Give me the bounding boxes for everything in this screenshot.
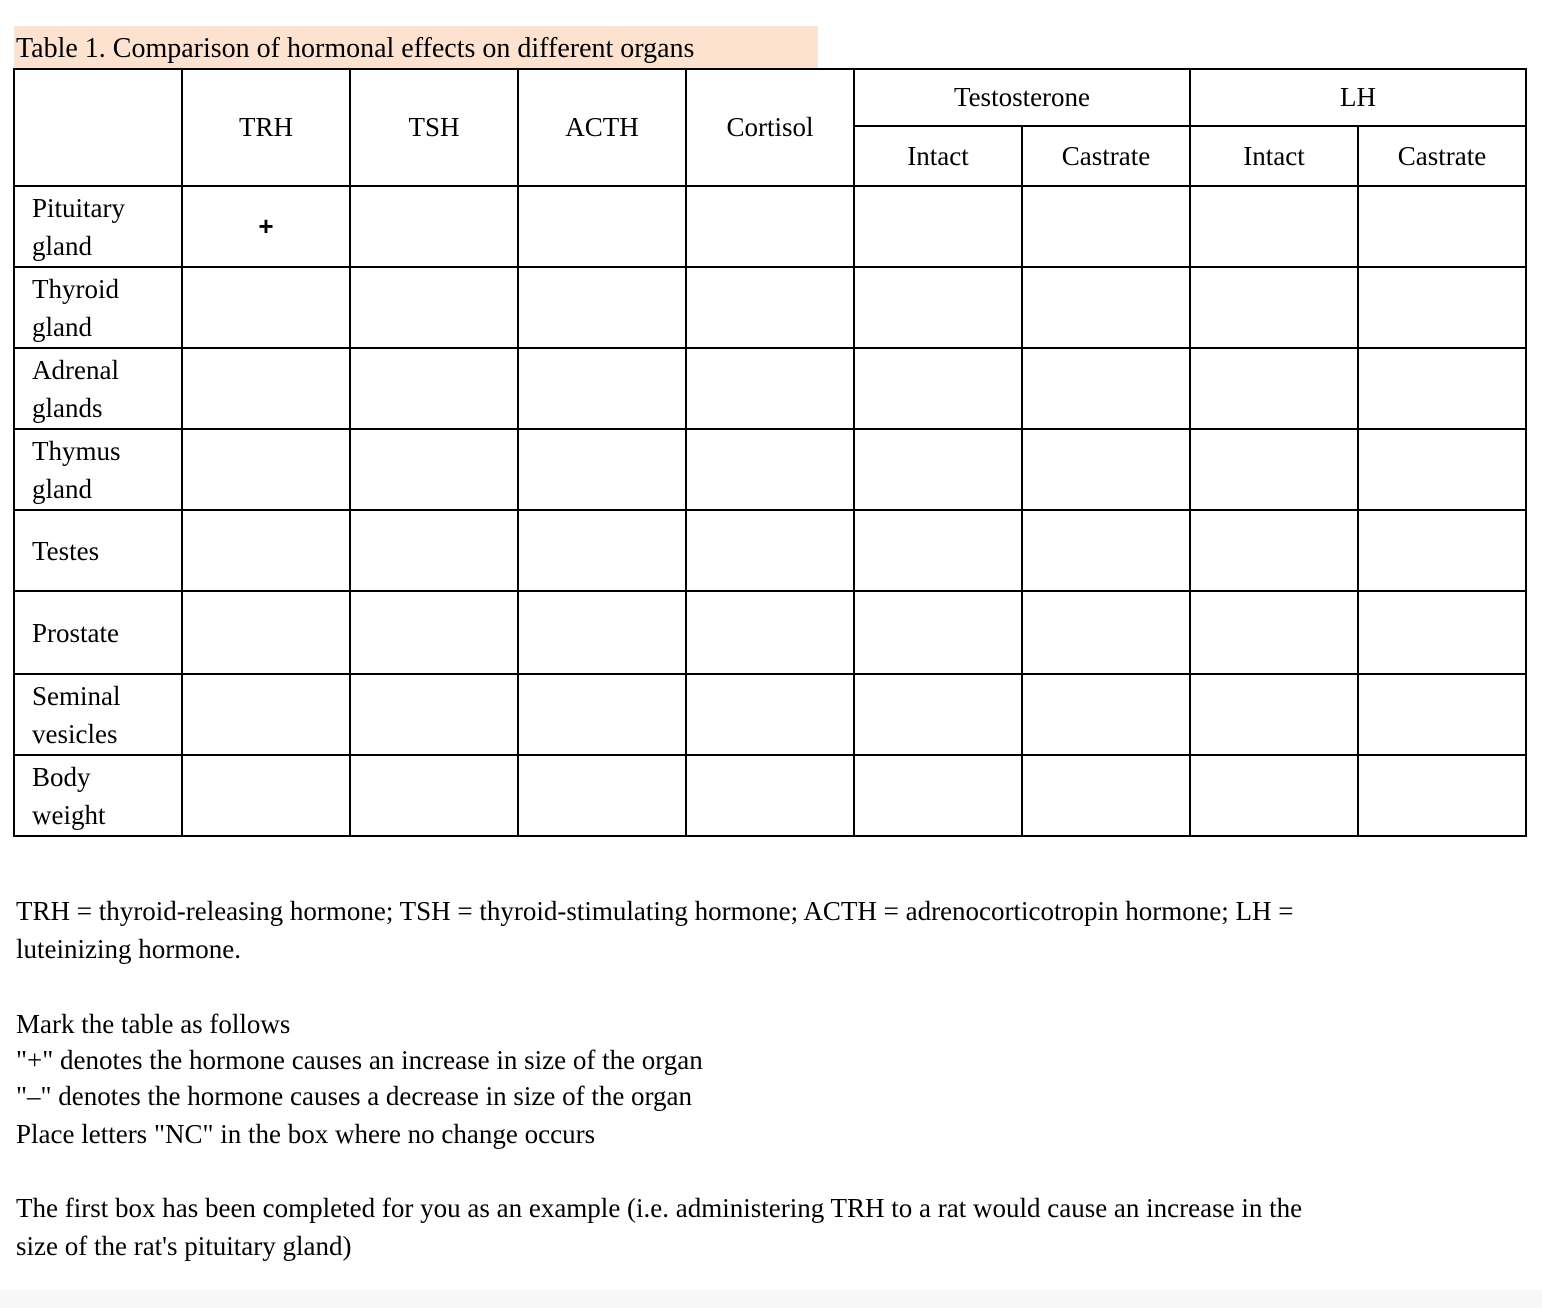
- row-header-line: Prostate: [32, 617, 119, 648]
- cell-acth[interactable]: [518, 267, 686, 348]
- cell-tsh[interactable]: [350, 186, 518, 267]
- row-header-line: Body: [32, 761, 91, 792]
- marking-instructions: [16, 1005, 1476, 1153]
- cell-lh-castrate[interactable]: [1358, 429, 1526, 510]
- cell-cortisol[interactable]: [686, 186, 854, 267]
- row-header-line: Thymus: [32, 435, 121, 466]
- cell-trh[interactable]: [182, 510, 350, 591]
- instructions-intro: Mark the table as follows: [16, 1009, 291, 1039]
- cell-lh-intact[interactable]: [1190, 755, 1358, 836]
- row-header-line: glands: [32, 392, 103, 423]
- cell-tsh[interactable]: [350, 591, 518, 674]
- cell-testosterone-intact[interactable]: [854, 429, 1022, 510]
- cell-trh[interactable]: [182, 591, 350, 674]
- cell-lh-intact[interactable]: [1190, 429, 1358, 510]
- cell-lh-castrate[interactable]: [1358, 755, 1526, 836]
- subheader-lh-intact: Intact: [1190, 126, 1358, 186]
- cell-trh[interactable]: [182, 674, 350, 755]
- cell-cortisol[interactable]: [686, 674, 854, 755]
- cell-lh-castrate[interactable]: [1358, 348, 1526, 429]
- cell-acth[interactable]: [518, 674, 686, 755]
- cell-cortisol[interactable]: [686, 510, 854, 591]
- cell-lh-castrate[interactable]: [1358, 186, 1526, 267]
- row-header-organ: [14, 755, 182, 836]
- table-row: [14, 186, 1526, 267]
- row-header-line: Testes: [32, 535, 100, 566]
- cell-cortisol[interactable]: [686, 591, 854, 674]
- row-header-organ: [14, 348, 182, 429]
- table-row: [14, 591, 1526, 674]
- column-header-tsh: TSH: [350, 69, 518, 186]
- row-header-line: vesicles: [32, 718, 118, 749]
- example-note: [16, 1189, 1476, 1265]
- cell-testosterone-castrate[interactable]: [1022, 348, 1190, 429]
- cell-lh-intact[interactable]: [1190, 186, 1358, 267]
- column-header-acth: ACTH: [518, 69, 686, 186]
- row-header-organ: [14, 429, 182, 510]
- column-header-trh: TRH: [182, 69, 350, 186]
- cell-lh-castrate[interactable]: [1358, 591, 1526, 674]
- cell-testosterone-castrate[interactable]: [1022, 510, 1190, 591]
- cell-testosterone-intact[interactable]: [854, 348, 1022, 429]
- cell-lh-intact[interactable]: [1190, 591, 1358, 674]
- cell-acth[interactable]: [518, 755, 686, 836]
- instruction-minus: "–" denotes the hormone causes a decrease in size of the organ: [16, 1081, 693, 1111]
- cell-cortisol[interactable]: [686, 348, 854, 429]
- cell-trh[interactable]: [182, 429, 350, 510]
- cell-cortisol[interactable]: [686, 755, 854, 836]
- column-group-testosterone: Testosterone: [854, 69, 1190, 126]
- cell-tsh[interactable]: [350, 267, 518, 348]
- row-header-line: Adrenal: [32, 354, 119, 385]
- cell-cortisol[interactable]: [686, 267, 854, 348]
- row-header-line: gland: [32, 230, 92, 261]
- cell-testosterone-castrate[interactable]: [1022, 267, 1190, 348]
- cell-lh-castrate[interactable]: [1358, 510, 1526, 591]
- cell-acth[interactable]: [518, 591, 686, 674]
- cell-acth[interactable]: [518, 429, 686, 510]
- cell-acth[interactable]: [518, 186, 686, 267]
- cell-testosterone-intact[interactable]: [854, 674, 1022, 755]
- row-header-line: gland: [32, 473, 92, 504]
- row-header-line: gland: [32, 311, 92, 342]
- cell-testosterone-intact[interactable]: [854, 267, 1022, 348]
- cell-testosterone-castrate[interactable]: [1022, 186, 1190, 267]
- cell-testosterone-castrate[interactable]: [1022, 591, 1190, 674]
- subheader-testosterone-intact: Intact: [854, 126, 1022, 186]
- cell-testosterone-intact[interactable]: [854, 591, 1022, 674]
- column-group-lh: LH: [1190, 69, 1526, 126]
- table-caption: Table 1. Comparison of hormonal effects on different organs: [14, 26, 818, 68]
- example-note-line: size of the rat's pituitary gland): [16, 1231, 352, 1261]
- cell-lh-castrate[interactable]: [1358, 674, 1526, 755]
- cell-cortisol[interactable]: [686, 429, 854, 510]
- cell-tsh[interactable]: [350, 429, 518, 510]
- example-note-line: The first box has been completed for you as an example (i.e. administering TRH to a rat would cause an increase in the: [16, 1193, 1303, 1223]
- table-row: [14, 674, 1526, 755]
- cell-trh[interactable]: [182, 267, 350, 348]
- row-header-organ: [14, 510, 182, 591]
- cell-lh-intact[interactable]: [1190, 510, 1358, 591]
- row-header-organ: [14, 186, 182, 267]
- table-row: [14, 267, 1526, 348]
- cell-lh-intact[interactable]: [1190, 348, 1358, 429]
- row-header-line: Seminal: [32, 680, 121, 711]
- cell-testosterone-intact[interactable]: [854, 755, 1022, 836]
- column-header-cortisol: Cortisol: [686, 69, 854, 186]
- cell-testosterone-intact[interactable]: [854, 186, 1022, 267]
- abbreviations-line: TRH = thyroid-releasing hormone; TSH = thyroid-stimulating hormone; ACTH = adrenocorticotropin hormone; LH =: [16, 896, 1294, 926]
- row-header-organ: [14, 591, 182, 674]
- cell-acth[interactable]: [518, 510, 686, 591]
- cell-tsh[interactable]: [350, 510, 518, 591]
- table-row: [14, 348, 1526, 429]
- subheader-lh-castrate: Castrate: [1358, 126, 1526, 186]
- cell-tsh[interactable]: [350, 674, 518, 755]
- cell-trh[interactable]: [182, 186, 350, 267]
- cell-lh-castrate[interactable]: [1358, 267, 1526, 348]
- cell-testosterone-intact[interactable]: [854, 510, 1022, 591]
- cell-tsh[interactable]: [350, 348, 518, 429]
- row-header-line: Thyroid: [32, 273, 119, 304]
- hormone-effects-table: [13, 68, 1527, 837]
- abbreviations-line: luteinizing hormone.: [16, 934, 241, 964]
- cell-lh-intact[interactable]: [1190, 674, 1358, 755]
- cell-trh[interactable]: [182, 755, 350, 836]
- corner-header-cell: [14, 69, 182, 186]
- cell-mark: +: [258, 211, 274, 241]
- cell-trh[interactable]: [182, 348, 350, 429]
- instruction-plus: "+" denotes the hormone causes an increase in size of the organ: [16, 1045, 703, 1075]
- row-header-line: weight: [32, 799, 106, 830]
- cell-tsh[interactable]: [350, 755, 518, 836]
- cell-acth[interactable]: [518, 348, 686, 429]
- cell-lh-intact[interactable]: [1190, 267, 1358, 348]
- cell-testosterone-castrate[interactable]: [1022, 429, 1190, 510]
- table-row: [14, 429, 1526, 510]
- subheader-testosterone-castrate: Castrate: [1022, 126, 1190, 186]
- row-header-organ: [14, 267, 182, 348]
- row-header-line: Pituitary: [32, 192, 125, 223]
- cell-testosterone-castrate[interactable]: [1022, 755, 1190, 836]
- table-row: [14, 510, 1526, 591]
- cell-testosterone-castrate[interactable]: [1022, 674, 1190, 755]
- table-row: [14, 755, 1526, 836]
- instruction-nc: Place letters "NC" in the box where no change occurs: [16, 1119, 596, 1149]
- page-bottom-band: [0, 1290, 1542, 1308]
- row-header-organ: [14, 674, 182, 755]
- abbreviations-note: [16, 892, 1476, 968]
- table-body: [14, 186, 1526, 836]
